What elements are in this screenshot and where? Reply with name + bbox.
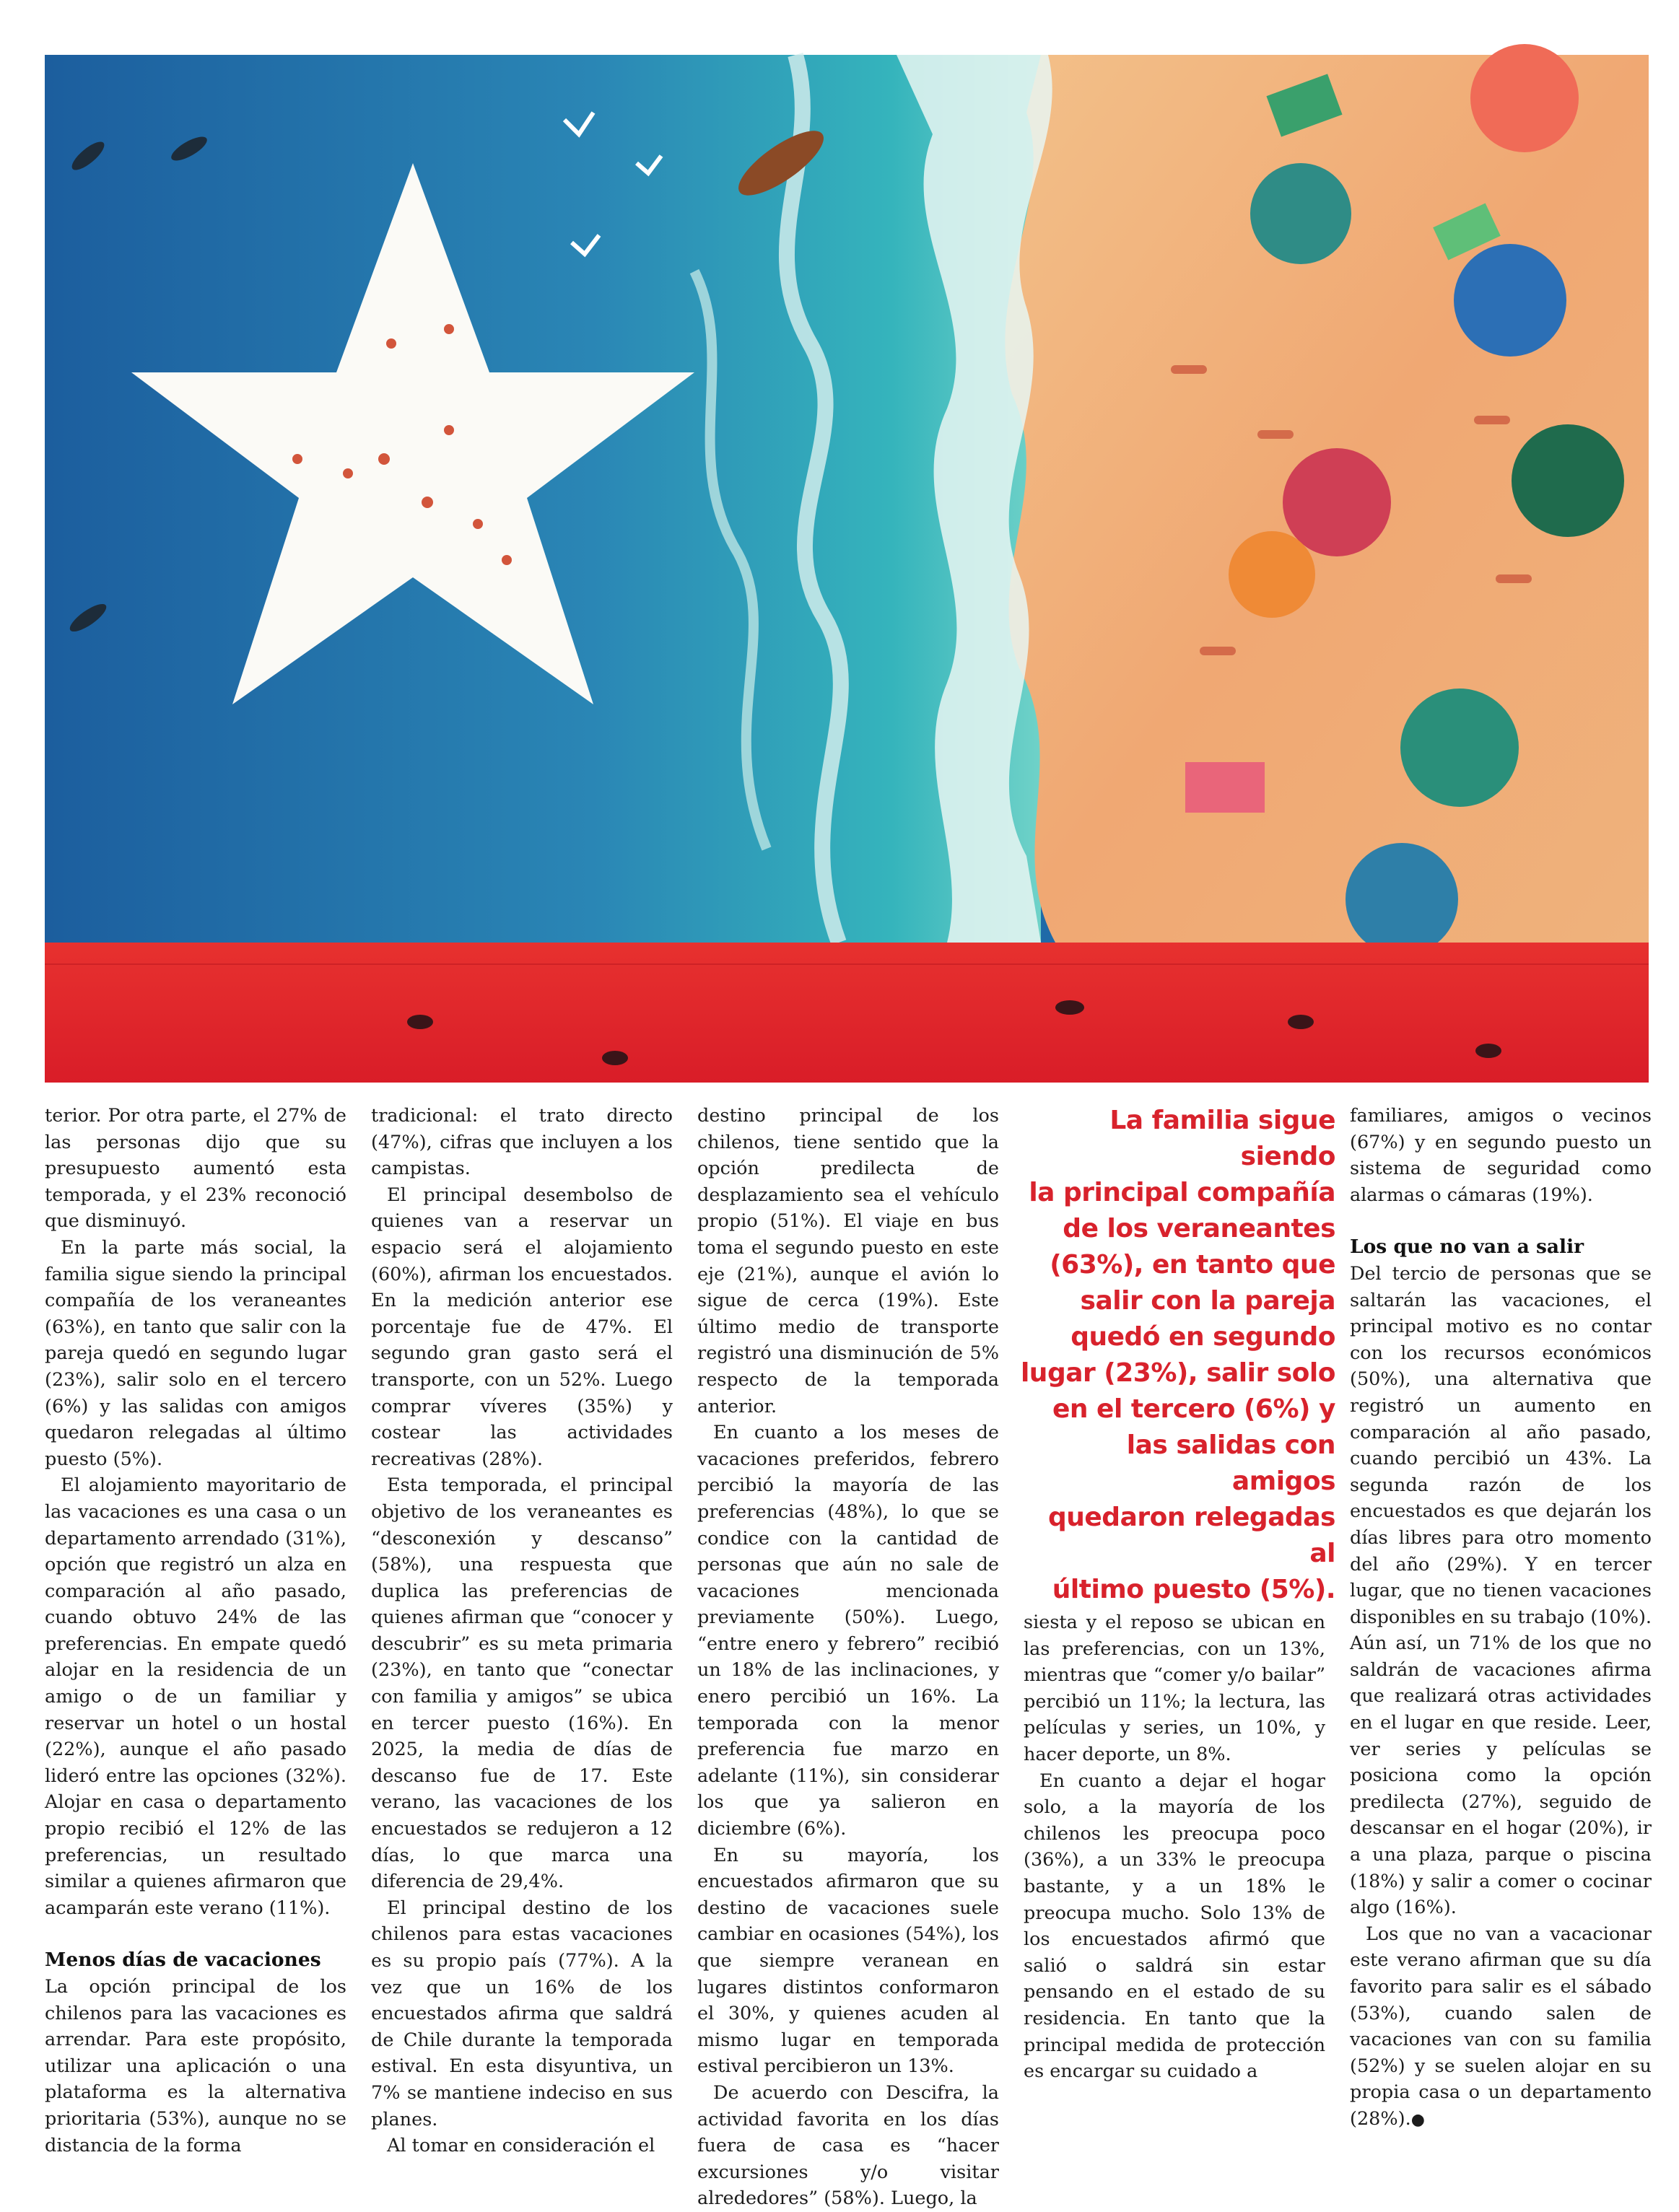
pull-quote-line: las salidas con amigos — [1126, 1430, 1335, 1496]
paragraph: Al tomar en consideración el — [387, 2135, 655, 2157]
paragraph: terior. Por otra parte, el 27% de las personas dijo que su presupuesto aumentó esta temporada, y el 23% reconoció que disminuyó. — [45, 1105, 346, 1233]
paragraph-text: Los que no van a vacacionar este verano afirman que su día favorito para salir es el sábado (53%), cuando salen de vacaciones van con su familia (52%) y se suelen alojar en su propia casa o un departamento (28%). — [1350, 1923, 1652, 2130]
pull-quote-line: último puesto (5%). — [1052, 1575, 1335, 1604]
paragraph: familiares, amigos o vecinos (67%) y en segundo puesto un sistema de seguridad como alarmas o cámaras (19%). — [1350, 1105, 1652, 1206]
pull-quote-line: salir con la pareja — [1080, 1286, 1335, 1316]
paragraph: tradicional: el trato directo (47%), cifras que incluyen a los campistas. — [371, 1105, 673, 1180]
subheading: Los que no van a salir — [1350, 1236, 1584, 1259]
paragraph: destino principal de los chilenos, tiene sentido que la opción predilecta de desplazamiento sea el vehículo propio (51%). El viaje en bus toma el segundo puesto en este eje (21%), aunque el avión lo sigue de cerca (19%). Este último medio de transporte registró una disminución de 5% respecto de la temporada anterior. — [697, 1105, 999, 1417]
subheading: Menos días de vacaciones — [45, 1949, 321, 1972]
paragraph: siesta y el reposo se ubican en las preferencias, con un 13%, mientras que “comer y/o bailar” percibió un 11%; la lectura, las películas y series, un 10%, y hacer deporte, un 8%. — [1024, 1612, 1325, 1765]
pull-quote-line: quedó en segundo — [1070, 1322, 1335, 1352]
article-column-5 — [1350, 1103, 1652, 2130]
pull-quote-line: la principal compañía — [1029, 1178, 1335, 1207]
pull-quote-line: en el tercero (6%) y — [1052, 1394, 1335, 1424]
article-column-2 — [371, 1103, 673, 2157]
illustration-svg — [45, 55, 1649, 1083]
paragraph: En la parte más social, la familia sigue siendo la principal compañía de los veraneantes (63%), en tanto que salir con la pareja quedó en segundo lugar (23%), salir solo en el tercero (6%) y las salidas con amigos quedaron relegadas al último puesto (5%). — [45, 1236, 346, 1470]
paragraph: El principal desembolso de quienes van a reservar un espacio será el alojamiento (60%), afirman los encuestados. En la medición anterior ese porcentaje fue de 47%. El segundo gran gasto será el transporte, con un 52%. Luego comprar víveres (35%) y costear las actividades recreativas (28%). — [371, 1184, 673, 1470]
paragraph: La opción principal de los chilenos para las vacaciones es arrendar. Para este propósito, utilizar una aplicación o una plataforma es la alternativa prioritaria (53%), aunque no se distancia de la forma — [45, 1976, 346, 2156]
paragraph: En cuanto a dejar el hogar solo, a la mayoría de los chilenos les preocupa poco (36%), a un 33% le preocupa bastante, y a un 18% le preocupa mucho. Solo 13% de los encuestados afirmó que salió o saldrá sin estar pensando en el estado de su residencia. En tanto que la principal medida de protección es encargar su cuidado a — [1024, 1770, 1325, 2083]
end-mark-icon: ● — [1410, 2110, 1425, 2129]
paragraph: El principal destino de los chilenos para estas vacaciones es su propio país (77%). A la vez que un 16% de los encuestados afirma que saldrá de Chile durante la temporada estival. En esta disyuntiva, un 7% se mantiene indeciso en sus planes. — [371, 1897, 673, 2130]
article-column-3 — [697, 1103, 999, 2210]
article-column-4 — [1024, 1609, 1325, 2083]
spacer — [1350, 1208, 1652, 1234]
pull-quote-line: quedaron relegadas al — [1047, 1503, 1335, 1568]
paragraph — [1350, 1921, 1652, 2134]
pull-quote-line: lugar (23%), salir solo — [1020, 1358, 1335, 1388]
paragraph: En su mayoría, los encuestados afirmaron que su destino de vacaciones suele cambiar en ocasiones (54%), los que siempre veranean en lugares distintos conformaron el 30%, y quienes acuden al mismo lugar en temporada estival percibieron un 13%. — [697, 1844, 999, 2078]
paragraph: Esta temporada, el principal objetivo de los veraneantes es “desconexión y descanso” (58%), una respuesta que duplica las preferencias de quienes afirman que “conocer y descubrir” es su meta primaria (23%), en tanto que “conectar con familia y amigos” se ubica en tercer puesto (16%). En 2025, la media de días de descanso fue de 17. Este verano, las vacaciones de los encuestados se redujeron a 12 días, lo que marca una diferencia de 29,4%. — [371, 1474, 673, 1893]
pull-quote — [1018, 1103, 1335, 1604]
pull-quote-line: de los veraneantes — [1063, 1214, 1335, 1243]
article-column-1 — [45, 1103, 346, 2156]
pull-quote-line: La familia sigue siendo — [1109, 1106, 1335, 1171]
spacer — [45, 1921, 346, 1947]
paragraph: De acuerdo con Descifra, la actividad favorita en los días fuera de casa es “hacer excursiones y/o visitar alrededores” (58%). Luego, la — [697, 2081, 999, 2210]
paragraph: El alojamiento mayoritario de las vacaciones es una casa o un departamento arrendado (31%), opción que registró un alza en comparación al año pasado, cuando obtuvo 24% de las preferencias. En empate quedó alojar en la residencia de un amigo o de un familiar y reservar un hotel o un hostal (22%), aunque el año pasado lideró entre las opciones (32%). Alojar en casa o departamento propio recibió el 12% de las preferencias, un resultado similar a quienes afirmaron que acamparán este verano (11%). — [45, 1474, 346, 1919]
paragraph: Del tercio de personas que se saltarán las vacaciones, el principal motivo es no contar con los recursos económicos (50%), una alternativa que registró un aumento en comparación al año pasado, cuando percibió un 43%. La segunda razón de los encuestados es que dejarán los días libres para otro momento del año (29%). Y en tercer lugar, que no tienen vacaciones disponibles en su trabajo (10%). Aún así, un 71% de los que no saldrán de vacaciones afirma que realizará otras actividades en el lugar en que reside. Leer, ver series y películas se posiciona como la opción predilecta (27%), seguido de descansar en el hogar (20%), ir a una plaza, parque o piscina (18%) y salir a comer o cocinar algo (16%). — [1350, 1262, 1652, 1919]
sea — [45, 55, 1041, 943]
pull-quote-line: (63%), en tanto que — [1050, 1250, 1335, 1280]
paragraph: En cuanto a los meses de vacaciones preferidos, febrero percibió la mayoría de las preferencias (48%), lo que se condice con la cantidad de personas que aún no sale de vacaciones mencionada previamente (50%). Luego, “entre enero y febrero” recibió un 18% de las inclinaciones, y enero percibió un 16%. La temporada con la menor preferencia fue marzo en adelante (11%), sin considerar los que ya salieron en diciembre (6%). — [697, 1422, 999, 1840]
beach-flag-illustration — [45, 55, 1649, 1083]
